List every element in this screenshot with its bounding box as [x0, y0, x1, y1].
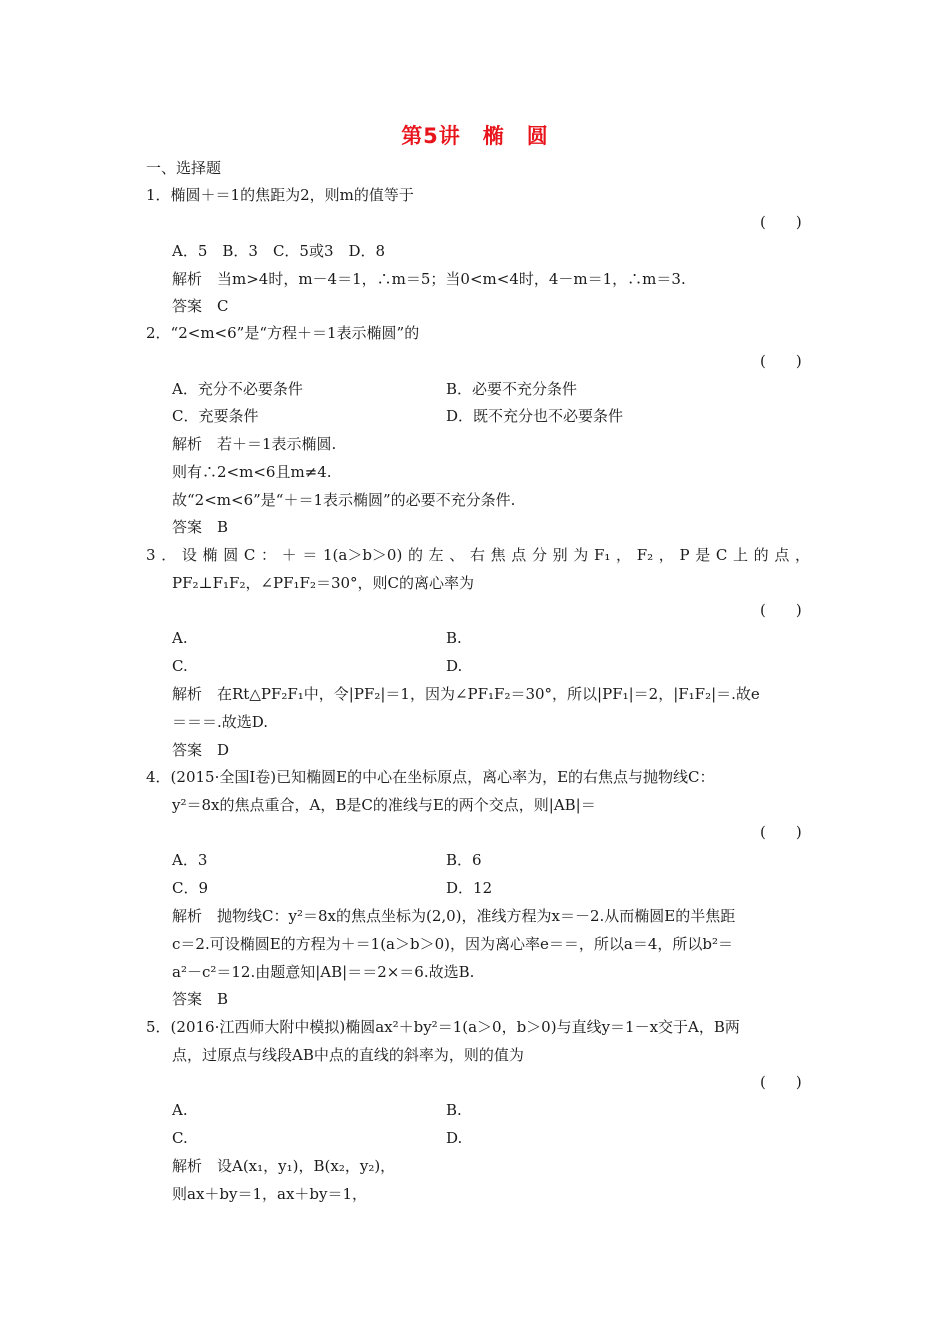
question-2-option-b: B．必要不充分条件: [446, 380, 578, 398]
question-3-option-c: C.: [172, 657, 188, 675]
question-3-analysis-1: 解析 在Rt△PF₂F₁中，令|PF₂|＝1，因为∠PF₁F₂＝30°，所以|PF₁|＝2，|F₁F₂|＝.故e: [172, 685, 760, 703]
question-3-analysis-2: ＝＝＝.故选D.: [172, 713, 269, 731]
question-3-option-a: A.: [172, 629, 188, 647]
question-2-stem: 2．“2<m<6”是“方程＋＝1表示椭圆”的: [146, 324, 420, 342]
question-4-analysis-1: 解析 抛物线C：y²＝8x的焦点坐标为(2,0)，准线方程为x＝－2.从而椭圆E的半焦距: [172, 907, 736, 925]
question-4-stem-1: 4．(2015·全国Ⅰ卷)已知椭圆E的中心在坐标原点，离心率为，E的右焦点与抛物线C：: [146, 768, 715, 786]
question-4-answer: 答案 B: [172, 990, 229, 1008]
question-4-option-c: C．9: [172, 879, 209, 897]
question-4-stem-2: y²＝8x的焦点重合，A，B是C的准线与E的两个交点，则|AB|＝: [172, 796, 596, 814]
question-4-analysis-2: c＝2.可设椭圆E的方程为＋＝1(a＞b＞0)，因为离心率e＝＝，所以a＝4，所以b²＝: [172, 935, 733, 953]
question-2-answer-blank: ( ): [760, 352, 802, 370]
question-2-analysis-1: 解析 若＋＝1表示椭圆.: [172, 435, 337, 453]
question-5-option-d: D.: [446, 1129, 463, 1147]
question-5-answer-blank: ( ): [760, 1073, 802, 1091]
question-5-option-c: C.: [172, 1129, 188, 1147]
question-4-option-a: A．3: [172, 851, 208, 869]
question-5-stem-2: 点，过原点与线段AB中点的直线的斜率为，则的值为: [172, 1046, 524, 1064]
question-2-answer: 答案 B: [172, 518, 229, 536]
question-2-analysis-3: 故“2<m<6”是“＋＝1表示椭圆”的必要不充分条件.: [172, 491, 516, 509]
question-5-analysis-2: 则ax＋by＝1，ax＋by＝1，: [172, 1185, 368, 1203]
question-2-option-a: A．充分不必要条件: [172, 380, 303, 398]
question-1-answer-blank: ( ): [760, 213, 802, 231]
question-1-stem: 1．椭圆＋＝1的焦距为2，则m的值等于: [146, 186, 414, 204]
question-3-answer: 答案 D: [172, 741, 230, 759]
question-3-option-d: D.: [446, 657, 463, 675]
question-2-analysis-2: 则有∴2<m<6且m≠4.: [172, 463, 332, 481]
question-4-option-b: B．6: [446, 851, 482, 869]
question-5-analysis-1: 解析 设A(x₁，y₁)，B(x₂，y₂)，: [172, 1157, 396, 1175]
question-3-option-b: B.: [446, 629, 462, 647]
question-1-analysis: 解析 当m>4时，m－4＝1，∴m＝5；当0<m<4时，4－m＝1，∴m＝3.: [172, 270, 686, 288]
question-1-options: A．5 B．3 C．5或3 D．8: [172, 242, 386, 260]
question-3-answer-blank: ( ): [760, 601, 802, 619]
page-title: 第5讲 椭 圆: [401, 124, 549, 148]
question-4-option-d: D．12: [446, 879, 493, 897]
question-4-answer-blank: ( ): [760, 823, 802, 841]
section-heading: 一、选择题: [146, 159, 222, 177]
question-2-option-c: C．充要条件: [172, 407, 259, 425]
question-5-stem-1: 5．(2016·江西师大附中模拟)椭圆ax²＋by²＝1(a＞0，b＞0)与直线y＝1－x交于A，B两: [146, 1018, 740, 1036]
question-2-option-d: D．既不充分也不必要条件: [446, 407, 624, 425]
question-4-analysis-3: a²－c²＝12.由题意知|AB|＝＝2×＝6.故选B.: [172, 963, 475, 981]
question-1-answer: 答案 C: [172, 297, 229, 315]
question-3-stem-1: 3．设椭圆C：＋＝1(a＞b＞0)的左、右焦点分别为F₁，F₂，P是C上的点，: [146, 546, 810, 564]
question-3-stem-2: PF₂⊥F₁F₂，∠PF₁F₂＝30°，则C的离心率为: [172, 574, 475, 592]
question-5-option-b: B.: [446, 1101, 462, 1119]
question-5-option-a: A.: [172, 1101, 188, 1119]
